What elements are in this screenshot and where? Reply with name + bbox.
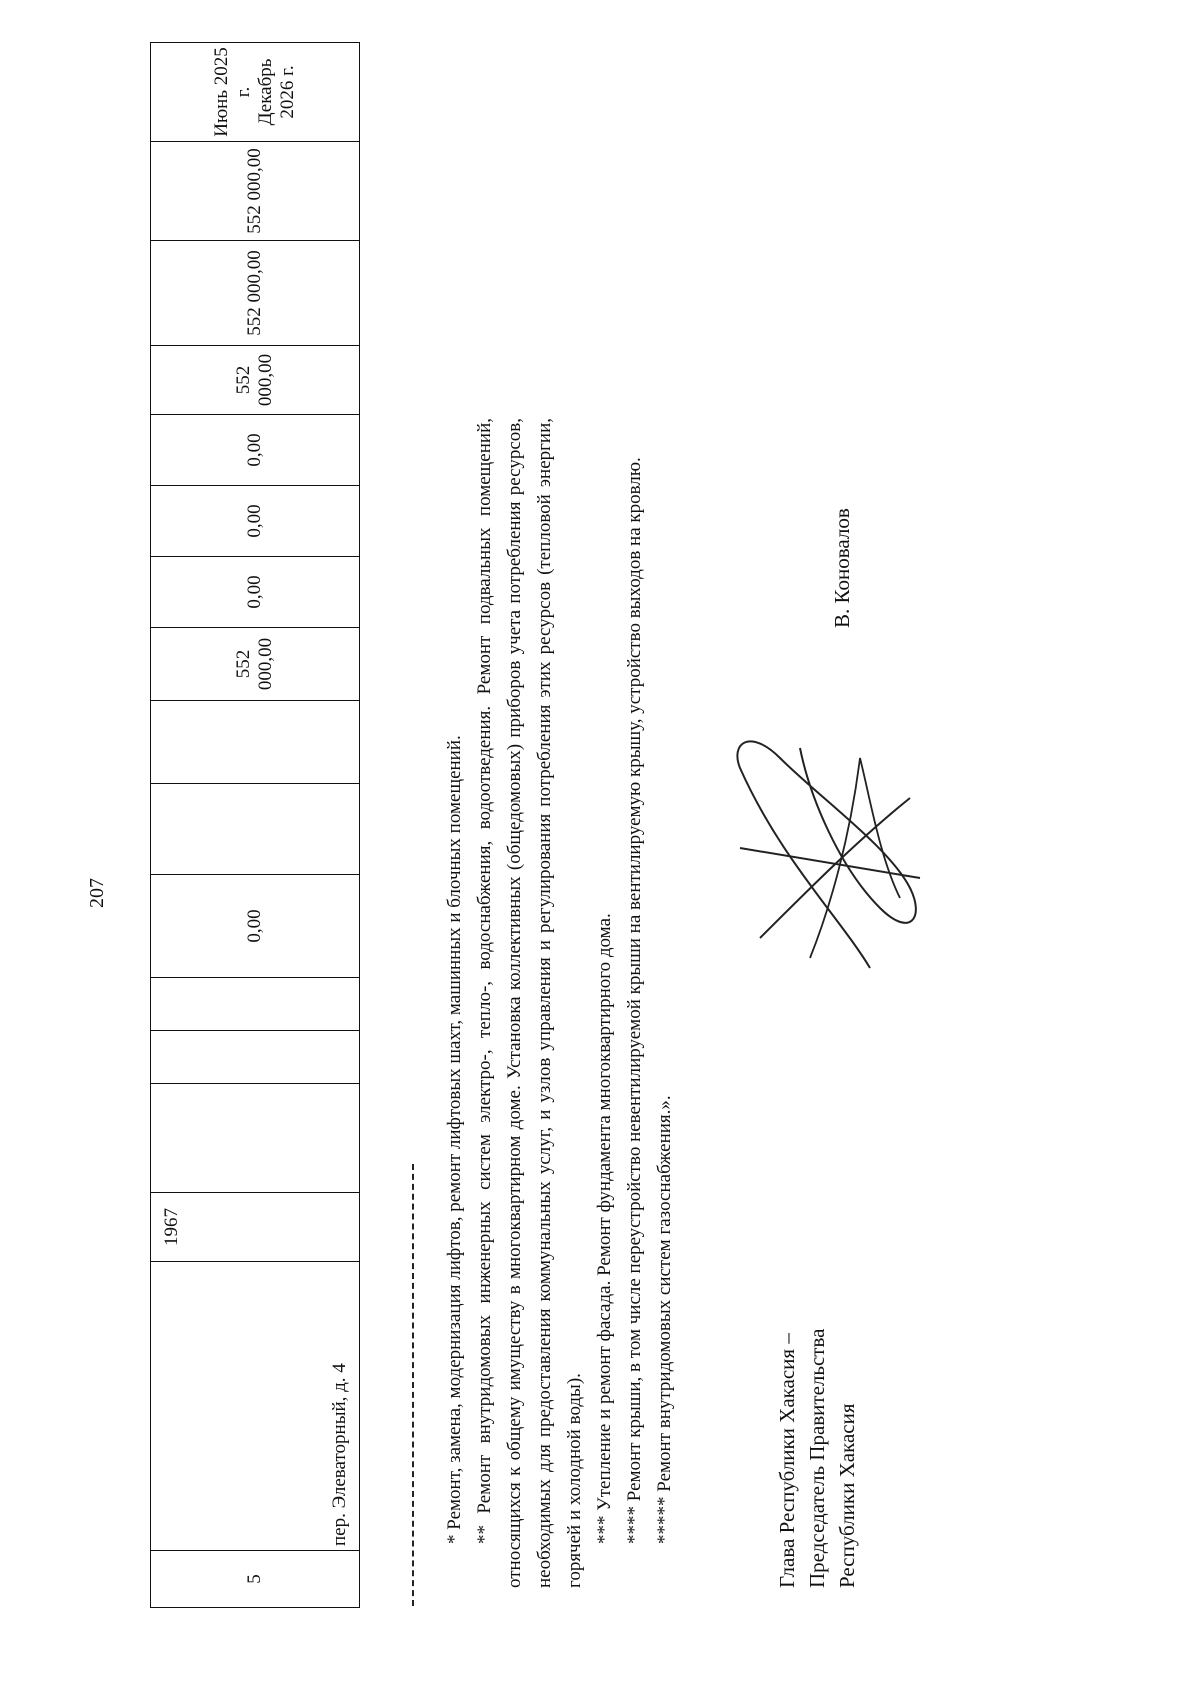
position-line: Председатель Правительства [805,1328,829,1588]
cost-cell: 0,00 [151,486,360,557]
footnotes [440,418,680,1588]
row-number: 5 [151,1551,360,1608]
cost-cell: 552 000,00 [151,241,360,346]
cost-cell: 0,00 [151,557,360,628]
table-row [151,43,360,1608]
handwritten-signature [720,718,930,998]
period-start: Июнь 2025 г. [211,47,255,137]
cost-cell: 0,00 [151,415,360,486]
footnote-separator [412,1164,414,1606]
total-cost-cell: 552 000,00 [151,628,360,701]
footnote-2: ** Ремонт внутридомовых инженерных систем электро-, тепло-, водоснабжения, водоотведения. Ремонт подвальных помещений, относящихся к общему имуществу в многоквартирном доме. Установка коллективных (общедомовых) приборов учета потребления ресурсов, необходимых для предоставления коммунальных услуг, и узлов управления и регулирования потребления этих ресурсов (тепловой энергии, горячей и холодной воды). [474,418,585,1588]
address-cell: пер. Элеваторный, д. 4 [151,1262,360,1551]
empty-cell [151,1084,360,1193]
footnote-5: ***** Ремонт внутридомовых систем газоснабжения.». [654,1095,675,1544]
empty-cell [151,701,360,784]
position-line: Республики Хакасия [835,1403,859,1588]
position-line: Глава Республики Хакасия – [775,1333,799,1588]
year-cell: 1967 [151,1193,360,1262]
empty-cell [151,978,360,1031]
period-cell [151,43,360,142]
repair-schedule-table [150,42,360,1608]
footnote-1: * Ремонт, замена, модернизация лифтов, ремонт лифтовых шахт, машинных и блочных помещений. [444,735,465,1544]
empty-cell [151,1031,360,1084]
cost-cell: 552 000,00 [151,346,360,415]
signatory-position [772,1329,862,1588]
signatory-name: В. Коновалов [830,508,854,628]
empty-cell [151,784,360,875]
cost-cell: 552 000,00 [151,142,360,241]
page-number: 207 [86,878,108,908]
cost-cell: 0,00 [151,875,360,978]
period-end: Декабрь 2026 г. [255,58,298,126]
footnote-4: **** Ремонт крыши, в том числе переустройство невентилируемой крыши на вентилируемую крышу, устройство выходов на кровлю. [624,457,645,1544]
footnote-3: *** Утепление и ремонт фасада. Ремонт фундамента многоквартирного дома. [594,913,615,1544]
